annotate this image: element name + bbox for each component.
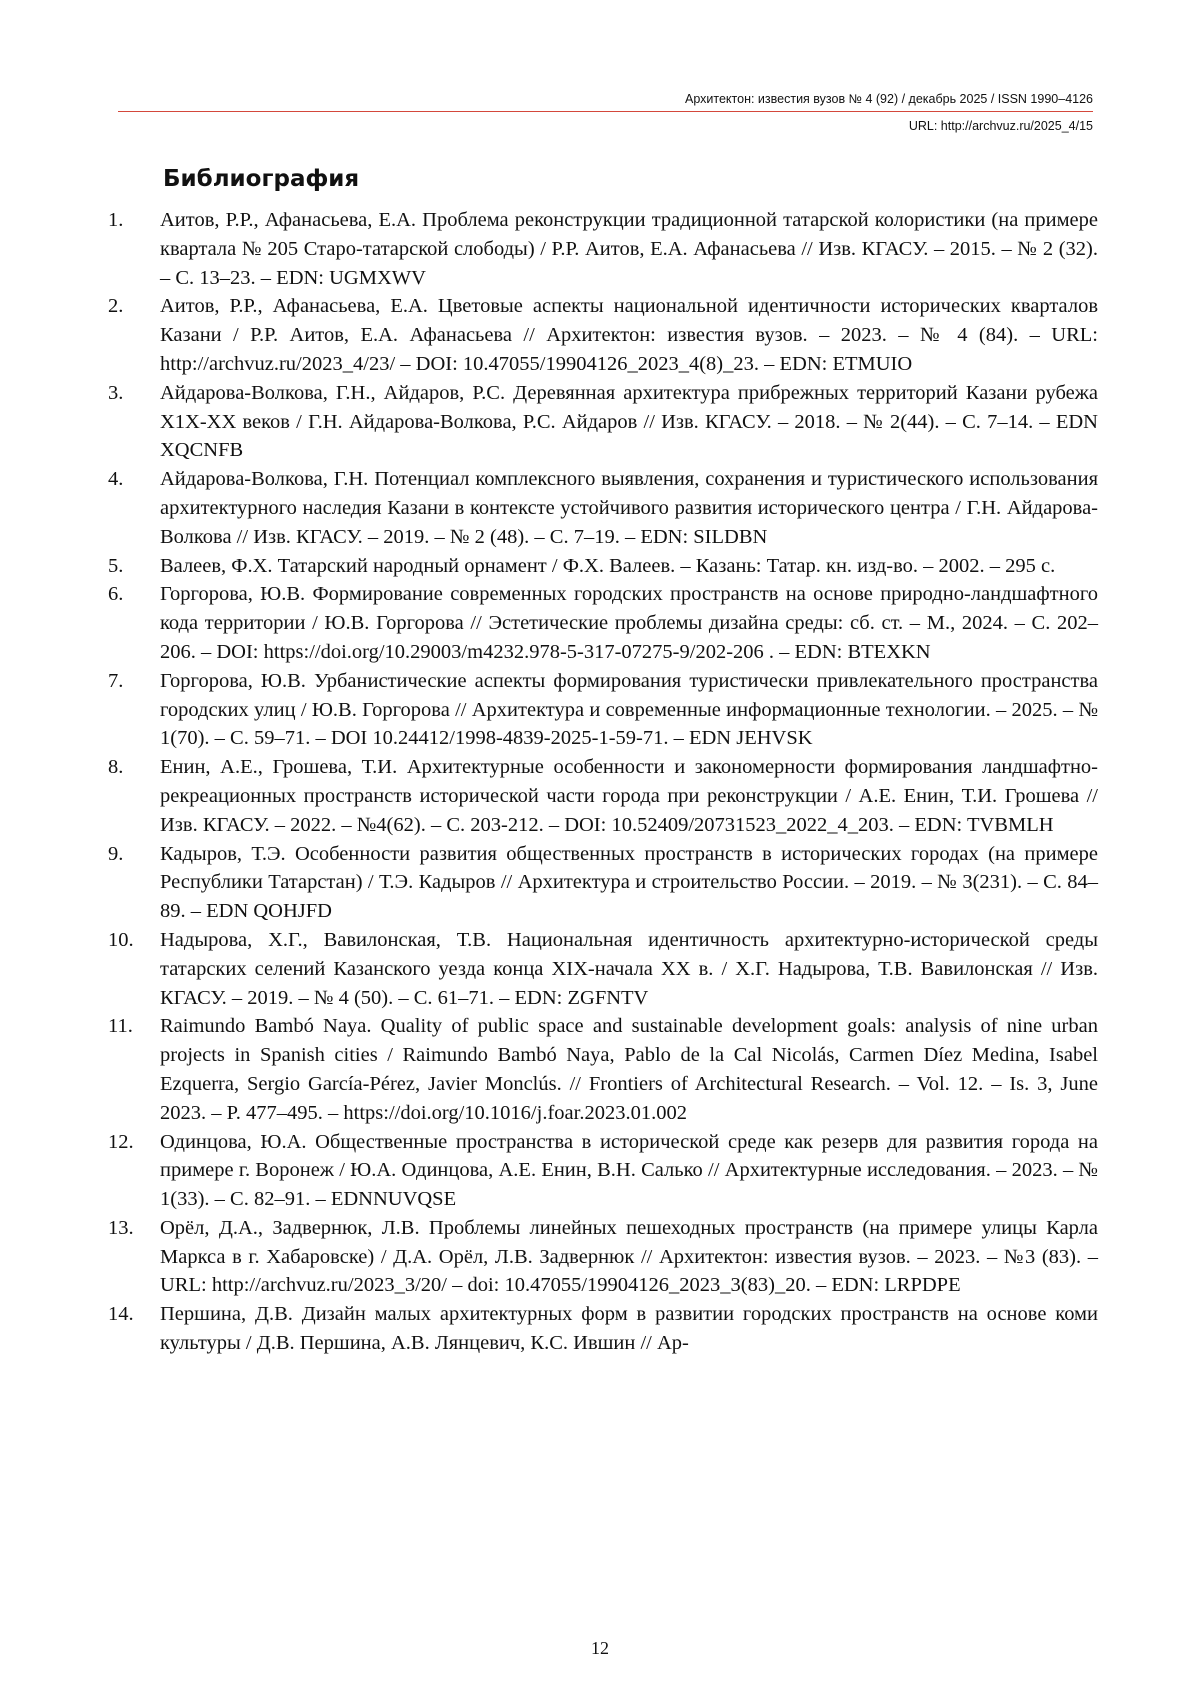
reference-text: Енин, А.Е., Грошева, Т.И. Архитектурные особенности и закономерности формирования ландшафтно-рекреационных пространств исторической части города при реконструкции / А.Е. Енин, Т.И. Грошева // Изв. КГАСУ. – 2022. – №4(62). – С. 203-212. – DOI: 10.52409/20731523_2022_4_203. – EDN: TVBMLH	[160, 756, 1098, 836]
reference-item	[108, 667, 1098, 753]
reference-number: 4.	[108, 468, 124, 491]
reference-number: 12.	[108, 1130, 134, 1153]
reference-number: 5.	[108, 554, 124, 577]
reference-item	[108, 552, 1098, 581]
reference-text: Кадыров, Т.Э. Особенности развития общественных пространств в исторических городах (на примере Республики Татарстан) / Т.Э. Кадыров // Архитектура и строительство России. – 2019. – № 3(231). – С. 84–89. – EDN QOHJFD	[160, 842, 1098, 923]
reference-text: Айдарова-Волкова, Г.Н., Айдаров, Р.С. Деревянная архитектура прибрежных территорий Казани рубежа Х1Х-ХХ веков / Г.Н. Айдарова-Волкова, Р.С. Айдаров // Изв. КГАСУ. – 2018. – № 2(44). – С. 7–14. – EDN XQCNFB	[160, 381, 1098, 462]
reference-number: 7.	[108, 669, 124, 692]
reference-item	[108, 292, 1098, 378]
reference-text: Одинцова, Ю.А. Общественные пространства в исторической среде как резерв для развития города на примере г. Воронеж / Ю.А. Одинцова, А.Е. Енин, В.Н. Салько // Архитектурные исследования. – 2023. – № 1(33). – С. 82–91. – EDNNUVQSE	[160, 1130, 1098, 1211]
reference-text: Аитов, Р.Р., Афанасьева, Е.А. Проблема реконструкции традиционной татарской колористики (на примере квартала № 205 Старо-татарской слободы) / Р.Р. Аитов, Е.А. Афанасьева // Изв. КГАСУ. – 2015. – № 2 (32). – С. 13–23. – EDN: UGMXWV	[160, 209, 1098, 289]
reference-text: Першина, Д.В. Дизайн малых архитектурных форм в развитии городских пространств на основе коми культуры / Д.В. Першина, А.В. Лянцевич, К.С. Ившин // Ар-	[160, 1303, 1098, 1355]
reference-text: Орёл, Д.А., Задвернюк, Л.В. Проблемы линейных пешеходных пространств (на примере улицы Карла Маркса в г. Хабаровске) / Д.А. Орёл, Л.В. Задвернюк // Архитектон: известия вузов. – 2023. – №3 (83). – URL: http://archvuz.ru/2023_3/20/ – doi: 10.47055/19904126_2023_3(83)_20. – EDN: LRPDPE	[160, 1216, 1098, 1297]
reference-item	[108, 926, 1098, 1012]
reference-number: 2.	[108, 295, 124, 318]
reference-number: 3.	[108, 381, 124, 404]
reference-text: Аитов, Р.Р., Афанасьева, Е.А. Цветовые аспекты национальной идентичности исторических кварталов Казани / Р.Р. Аитов, Е.А. Афанасьева // Архитектон: известия вузов. – 2023. – № 4 (84). – URL: http://archvuz.ru/2023_4/23/ – DOI: 10.47055/19904126_2023_4(8)_23. – EDN: ETMUIO	[160, 295, 1098, 375]
reference-text: Горгорова, Ю.В. Урбанистические аспекты формирования туристически привлекательного пространства городских улиц / Ю.В. Горгорова // Архитектура и современные информационные технологии. – 2025. – № 1(70). – С. 59–71. – DOI 10.24412/1998-4839-2025-1-59-71. – EDN JEHVSK	[160, 669, 1098, 750]
reference-item	[108, 1300, 1098, 1358]
reference-item	[108, 1214, 1098, 1300]
page-number: 12	[591, 1638, 609, 1658]
reference-number: 10.	[108, 928, 134, 951]
reference-number: 11.	[108, 1015, 133, 1038]
reference-number: 1.	[108, 209, 124, 231]
reference-item	[108, 580, 1098, 666]
reference-item	[108, 465, 1098, 551]
reference-number: 8.	[108, 756, 124, 779]
article-url: URL: http://archvuz.ru/2025_4/15	[908, 119, 1093, 133]
reference-item	[108, 840, 1098, 926]
bibliography-list	[108, 206, 1098, 1358]
reference-text: Горгорова, Ю.В. Формирование современных городских пространств на основе природно-ландшафтного кода территории / Ю.В. Горгорова // Эстетические проблемы дизайна среды: сб. ст. – М., 2024. – С. 202–206. – DOI: https://doi.org/10.29003/m4232.978-5-317-07275-9/202-206 . – EDN: BTEXKN	[160, 583, 1098, 663]
reference-number: 9.	[108, 842, 124, 865]
reference-text: Надырова, Х.Г., Вавилонская, Т.В. Национальная идентичность архитектурно-исторической среды татарских селений Казанского уезда конца XIX-начала XX в. / Х.Г. Надырова, Т.В. Вавилонская // Изв. КГАСУ. – 2019. – № 4 (50). – С. 61–71. – EDN: ZGFNTV	[160, 928, 1098, 1009]
reference-item	[108, 1128, 1098, 1214]
reference-text: Валеев, Ф.Х. Татарский народный орнамент / Ф.Х. Валеев. – Казань: Татар. кн. изд-во. – 2002. – 295 с.	[160, 554, 1056, 577]
reference-item	[108, 206, 1098, 292]
reference-item	[108, 753, 1098, 839]
reference-number: 13.	[108, 1216, 134, 1239]
running-header	[118, 92, 1093, 133]
reference-item	[108, 1012, 1098, 1127]
reference-text: Raimundo Bambó Naya. Quality of public space and sustainable development goals: analysis of nine urban projects in Spanish cities / Raimundo Bambó Naya, Pablo de la Cal Nicolás, Carmen Díez Medina, Isabel Ezquerra, Sergio García-Pérez, Javier Monclús. // Frontiers of Architectural Research. – Vol. 12. – Is. 3, June 2023. – P. 477–495. – https://doi.org/10.1016/j.foar.2023.01.002	[160, 1015, 1098, 1124]
reference-item	[108, 379, 1098, 465]
journal-info: Архитектон: известия вузов № 4 (92) / декабрь 2025 / ISSN 1990–4126	[118, 92, 1093, 112]
reference-text: Айдарова-Волкова, Г.Н. Потенциал комплексного выявления, сохранения и туристического использования архитектурного наследия Казани в контексте устойчивого развития исторического центра / Г.Н. Айдарова-Волкова // Изв. КГАСУ. – 2019. – № 2 (48). – С. 7–19. – EDN: SILDBN	[160, 468, 1098, 548]
reference-number: 14.	[108, 1303, 134, 1326]
reference-number: 6.	[108, 583, 124, 606]
section-title: Библиография	[163, 166, 360, 192]
